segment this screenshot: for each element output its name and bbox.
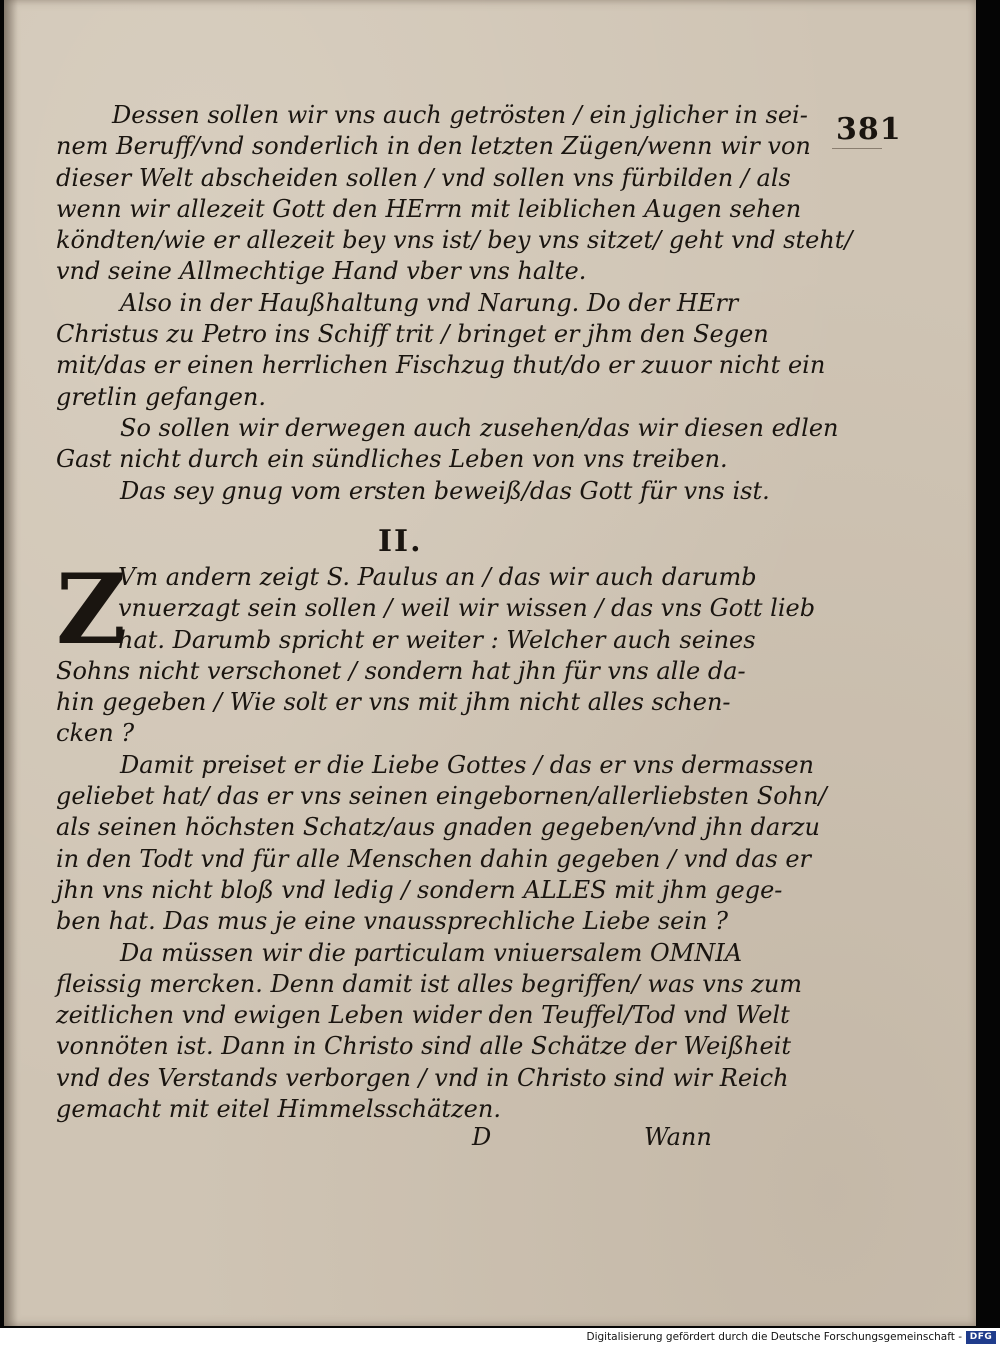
dfg-logo: DFG — [966, 1331, 996, 1344]
text-line: Sohns nicht verschonet / sondern hat jhn für vns alle da- — [56, 656, 746, 685]
text-line: geliebet hat/ das er vns seinen eingebornen/allerliebsten Sohn/ — [56, 782, 827, 811]
text-line: Damit preiset er die Liebe Gottes / das er vns dermassen — [120, 750, 815, 779]
text-line: Dessen sollen wir vns auch getrösten / ein jglicher in sei- — [112, 101, 808, 129]
text-line: hin gegeben / Wie solt er vns mit jhm nicht alles schen- — [56, 688, 731, 717]
page-number-rule — [832, 148, 882, 149]
text-line: dieser Welt abscheiden sollen / vnd sollen vns fürbilden / als — [56, 163, 791, 192]
text-line: vonnöten ist. Dann in Christo sind alle Schätze der Weißheit — [56, 1032, 792, 1061]
text-line: hat. Darumb spricht er weiter : Welcher auch seines — [118, 625, 756, 654]
text-line: Christus zu Petro ins Schiff trit / bringet er jhm den Segen — [56, 320, 769, 349]
text-line: mit/das er einen herrlichen Fischzug thut/do er zuuor nicht ein — [56, 351, 826, 380]
text-line: Gast nicht durch ein sündliches Leben von vns treiben. — [56, 445, 728, 474]
text-line: vnuerzagt sein sollen / weil wir wissen / das vns Gott lieb — [118, 594, 816, 623]
funding-credit: Digitalisierung gefördert durch die Deutsche Forschungsgemeinschaft - — [586, 1331, 962, 1343]
text-line: Da müssen wir die particulam vniuersalem OMNIA — [120, 938, 743, 967]
text-line: wenn wir allezeit Gott den HErrn mit leiblichen Augen sehen — [56, 194, 802, 223]
page-foot — [56, 1123, 756, 1157]
text-line: Das sey gnug vom ersten beweiß/das Gott für vns ist. — [120, 476, 770, 505]
text-line: vnd des Verstands verborgen / vnd in Christo sind wir Reich — [56, 1063, 789, 1092]
text-line: gemacht mit eitel Himmelsschätzen. — [56, 1095, 501, 1124]
decorated-initial: Z — [56, 553, 127, 666]
text-line: köndten/wie er allezeit bey vns ist/ bey vns sitzet/ geht vnd steht/ — [56, 226, 853, 255]
text-line: So sollen wir derwegen auch zusehen/das wir diesen edlen — [120, 413, 839, 442]
text-line: fleissig mercken. Denn damit ist alles begriffen/ was vns zum — [56, 969, 803, 998]
text-block-1 — [56, 100, 853, 507]
text-line: cken ? — [56, 719, 135, 748]
text-line: in den Todt vnd für alle Menschen dahin gegeben / vnd das er — [56, 844, 812, 873]
text-line: Also in der Haußhaltung vnd Narung. Do der HErr — [120, 288, 739, 317]
signature-mark: D — [472, 1123, 492, 1151]
text-line: als seinen höchsten Schatz/aus gnaden gegeben/vnd jhn darzu — [56, 813, 820, 842]
text-line: zeitlichen vnd ewigen Leben wider den Teuffel/Tod vnd Welt — [56, 1001, 790, 1030]
page-number: 381 — [836, 112, 902, 147]
catchword: Wann — [644, 1123, 712, 1151]
text-line: ben hat. Das mus je eine vnaussprechliche Liebe sein ? — [56, 907, 729, 936]
text-line: vnd seine Allmechtige Hand vber vns halte. — [56, 257, 587, 286]
gutter-shadow — [4, 0, 18, 1326]
text-line: Vm andern zeigt S. Paulus an / das wir auch darumb — [118, 563, 757, 591]
text-line: nem Beruff/vnd sonderlich in den letzten Zügen/wenn wir von — [56, 132, 811, 161]
text-block-2 — [56, 553, 827, 1125]
section-heading: II. — [378, 524, 423, 559]
text-line: gretlin gefangen. — [56, 382, 266, 411]
text-line: jhn vns nicht bloß vnd ledig / sondern ALLES mit jhm gege- — [56, 875, 783, 904]
